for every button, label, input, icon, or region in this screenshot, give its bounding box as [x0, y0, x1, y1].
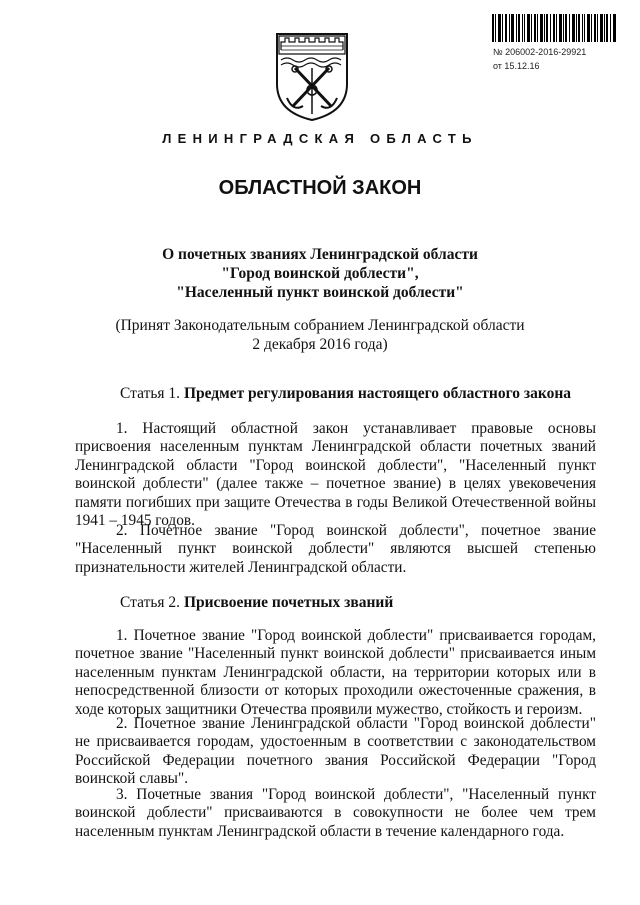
- adoption-note-line: (Принят Законодательным собранием Ленинградской области: [115, 317, 525, 334]
- article-paragraph: 1. Почетное звание "Город воинской доблести" присваивается городам, почетное звание "Населенный пункт воинской доблести" присваивается иным населенным пунктам Ленинградской области, на территории которых или в непосредственной близости от которых проходили ожесточенные сражения, в ходе которых защитники Отечества проявили мужество, стойкость и героизм.: [75, 627, 596, 718]
- coat-of-arms-emblem: [273, 28, 351, 122]
- article-paragraph: 3. Почетные звания "Город воинской доблести", "Населенный пункт воинской доблести" присваиваются в совокупности не более чем трем населенным пунктам Ленинградской области в течение календарного года.: [75, 786, 596, 840]
- article-heading: [120, 385, 571, 403]
- law-title-line: О почетных званиях Ленинградской области: [162, 246, 478, 263]
- law-title-line: "Город воинской доблести",: [221, 265, 419, 282]
- registration-date: от 15.12.16: [493, 61, 540, 71]
- article-paragraph: 1. Настоящий областной закон устанавливает правовые основы присвоения населенным пунктам Ленинградской области почетных званий Ленинградской области "Город воинской доблести", "Населенный пункт воинской доблести" (далее также – почетное звание) в целях увековечения памяти погибших при защите Отечества в годы Великой Отечественной войны 1941 – 1945 годов.: [75, 420, 596, 530]
- article-paragraph: 2. Почетное звание "Город воинской доблести", почетное звание "Населенный пункт воинской доблести" являются высшей степенью признательности жителей Ленинградской области.: [75, 522, 596, 576]
- article-paragraph: 2. Почетное звание Ленинградской области "Город воинской доблести" не присваивается городам, удостоенным в соответствии с законодательством Российской Федерации почетного звания Российской Федерации "Город воинской славы".: [75, 715, 596, 788]
- adoption-note-line: 2 декабря 2016 года): [252, 336, 388, 353]
- article-label: Статья 1.: [120, 385, 181, 402]
- registration-number: № 206002-2016-29921: [493, 47, 587, 57]
- law-title-line: "Населенный пункт воинской доблести": [176, 284, 464, 301]
- article-label: Статья 2.: [120, 594, 181, 611]
- article-heading: [120, 594, 393, 612]
- region-heading: ЛЕНИНГРАДСКАЯ ОБЛАСТЬ: [162, 131, 478, 146]
- article-title: Присвоение почетных званий: [183, 594, 394, 611]
- barcode-image: [492, 14, 616, 42]
- document-type: ОБЛАСТНОЙ ЗАКОН: [218, 177, 422, 199]
- article-title: Предмет регулирования настоящего областного закона: [183, 385, 572, 402]
